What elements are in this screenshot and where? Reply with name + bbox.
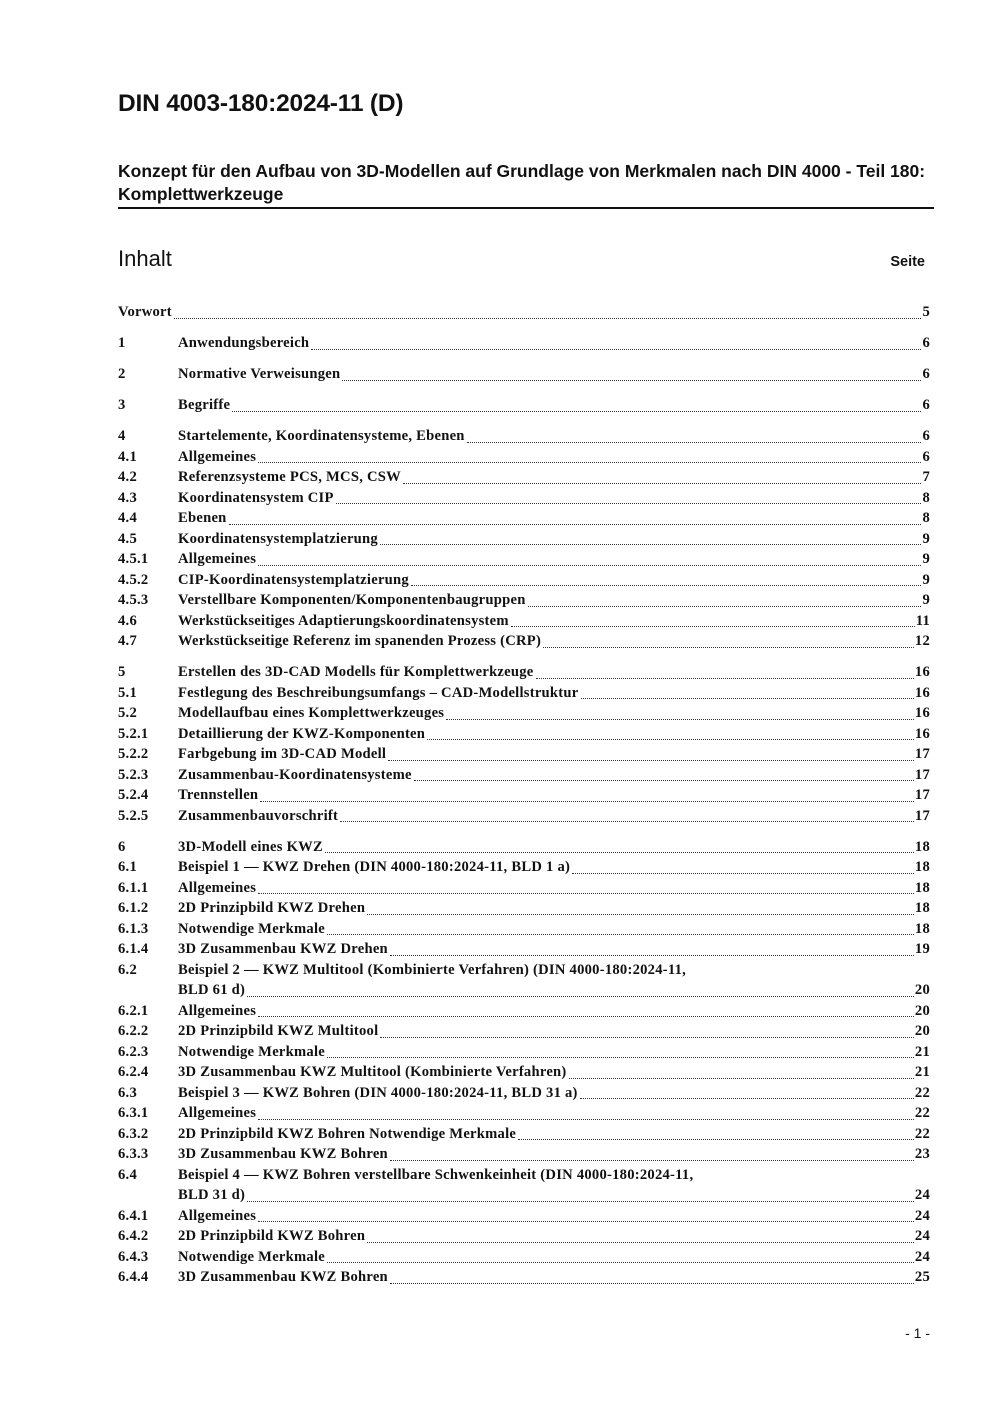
toc-entry-title: BLD 61 d) [178,982,246,998]
toc-entry-page: 5 [922,304,930,320]
dot-leader [403,483,921,484]
dot-leader [258,1119,914,1120]
toc-entry-page: 9 [922,530,930,547]
toc-entry[interactable] [118,1001,930,1022]
toc-entry-number: 6.2.4 [118,1064,149,1080]
toc-entry-page: 23 [914,1146,930,1162]
dot-leader [258,1016,914,1017]
toc-entry-page: 6 [922,366,930,382]
toc-entry-page: 18 [914,879,930,896]
toc-entry[interactable] [118,1083,930,1104]
toc-entry[interactable] [118,662,930,683]
dot-leader [388,760,914,761]
toc-entry-page: 9 [922,592,930,608]
toc-entry-page: 24 [914,1248,930,1265]
toc-entry[interactable] [118,765,930,786]
toc-entry[interactable] [118,302,930,323]
toc-entry[interactable] [118,364,930,385]
toc-group [118,395,930,416]
toc-entry-page: 11 [915,612,930,629]
dot-leader [390,1160,914,1161]
toc-entry-number: 6.3.3 [118,1146,149,1162]
toc-entry-number: 6 [118,838,126,855]
toc-heading: Inhalt [118,246,172,271]
toc-entry-title: Zusammenbauvorschrift [178,807,339,824]
toc-entry-number: 4.3 [118,489,137,506]
toc-entry-title: 2D Prinzipbild KWZ Multitool [178,1023,379,1039]
dot-leader [427,739,914,740]
toc-entry-page: 19 [914,941,930,957]
dot-leader [311,349,921,350]
toc-entry[interactable] [118,508,930,529]
toc-entry-page: 12 [914,633,930,649]
toc-entry[interactable] [118,447,930,468]
dot-leader [367,914,914,915]
toc-entry-page: 20 [914,1002,930,1019]
dot-leader [414,780,914,781]
toc-entry-page: 20 [914,1023,930,1039]
toc-entry-number: 6.4.4 [118,1269,149,1285]
toc-entry-title: Anwendungsbereich [178,335,310,351]
toc-entry-title: Notwendige Merkmale [178,1043,326,1060]
toc-entry-page: 24 [914,1228,930,1244]
toc-entry-title: Allgemeines [178,448,257,465]
dot-leader [511,626,915,627]
dot-leader [518,1139,914,1140]
toc-entry-number: 6.4.2 [118,1228,149,1244]
toc-entry-title: Zusammenbau-Koordinatensysteme [178,766,412,783]
toc-entry-title: 3D Zusammenbau KWZ Multitool (Kombinierte Verfahren) [178,1064,567,1080]
toc-entry[interactable] [118,785,930,806]
dot-leader [327,1262,914,1263]
dot-leader [229,524,921,525]
toc-entry-page: 18 [914,859,930,875]
toc-entry-page: 17 [914,787,930,803]
toc-entry-page: 25 [914,1269,930,1285]
toc-entry-page: 18 [914,838,930,855]
toc-entry[interactable] [118,529,930,550]
toc-entry[interactable] [118,960,930,1001]
toc-entry-title: Modellaufbau eines Komplettwerkzeuges [178,705,445,721]
toc-entry[interactable] [118,806,930,827]
dot-leader [569,1078,914,1079]
toc-entry-page: 18 [914,920,930,937]
toc-entry-title: 3D-Modell eines KWZ [178,838,324,855]
dot-leader [390,955,914,956]
toc-entry-title: Festlegung des Beschreibungsumfangs – CAD-Modellstruktur [178,684,579,701]
toc-entry-page: 6 [922,397,930,413]
toc-entry[interactable] [118,395,930,416]
toc-entry-title: Normative Verweisungen [178,366,341,382]
toc-entry[interactable] [118,724,930,745]
dot-leader [258,565,921,566]
toc-entry-number: 5.2.2 [118,746,149,762]
dot-leader [247,1201,914,1202]
toc-entry-title: Koordinatensystemplatzierung [178,530,378,547]
toc-entry-page: 22 [914,1084,930,1101]
toc-entry-page: 18 [914,900,930,916]
document-subtitle: Konzept für den Aufbau von 3D-Modellen auf Grundlage von Merkmalen nach DIN 4000 - Teil 180: Komplettwerkzeuge [118,160,934,209]
toc-entry-number: 6.1.1 [118,879,149,896]
toc-entry-number: 4.5.1 [118,551,149,567]
toc-entry[interactable] [118,939,930,960]
toc-entry-title: Werkstückseitiges Adaptierungskoordinatensystem [178,612,509,629]
toc-entry-title: Beispiel 3 — KWZ Bohren (DIN 4000-180:2024-11, BLD 31 a) [178,1084,578,1101]
toc-entry[interactable] [118,590,930,611]
toc-entry-page: 16 [914,684,930,701]
toc-entry-title: Startelemente, Koordinatensysteme, Ebenen [178,428,465,444]
toc-entry[interactable] [118,1144,930,1165]
dot-leader [327,1057,914,1058]
toc-entry-number: 4.5.3 [118,592,149,608]
dot-leader [528,606,921,607]
toc-entry-page: 6 [922,428,930,444]
toc-entry-page: 8 [922,510,930,526]
dot-leader [580,1098,914,1099]
toc-entry-page: 8 [922,489,930,506]
toc-entry-title: Koordinatensystem CIP [178,489,334,506]
dot-leader [367,1242,914,1243]
toc-entry[interactable] [118,467,930,488]
toc-entry-title: Allgemeines [178,1105,257,1121]
document-id-title: DIN 4003-180:2024-11 (D) [118,90,404,117]
dot-leader [581,698,914,699]
page-number-footer: - 1 - [905,1325,930,1341]
toc-entry[interactable] [118,1226,930,1247]
dot-leader [232,411,921,412]
toc-group [118,364,930,385]
toc-entry-title: CIP-Koordinatensystemplatzierung [178,571,409,588]
toc-entry-title: Beispiel 1 — KWZ Drehen (DIN 4000-180:2024-11, BLD 1 a) [178,859,571,875]
dot-leader [467,442,921,443]
toc-entry-number: 6.2.3 [118,1043,149,1060]
toc-entry-title: Notwendige Merkmale [178,920,326,937]
toc-entry-page: 22 [914,1105,930,1121]
toc-entry-title: Beispiel 2 — KWZ Multitool (Kombinierte Verfahren) (DIN 4000-180:2024-11, [178,961,687,978]
toc-entry-title: Begriffe [178,397,231,413]
toc-entry[interactable] [118,1165,930,1206]
dot-leader [327,934,914,935]
toc-entry-number: 4.2 [118,469,137,485]
toc-entry-number: 6.3.1 [118,1105,149,1121]
dot-leader [258,1221,914,1222]
toc-entry[interactable] [118,1267,930,1288]
toc-entry-title: Vorwort [118,304,172,320]
toc-entry-page: 7 [922,469,930,485]
toc-entry[interactable] [118,837,930,858]
toc-entry[interactable] [118,703,930,724]
toc-entry[interactable] [118,1021,930,1042]
toc-entry-number: 5.2.1 [118,725,149,742]
dot-leader [258,893,914,894]
toc-entry-title: Referenzsysteme PCS, MCS, CSW [178,469,402,485]
toc-entry-number: 5.2.4 [118,787,149,803]
toc-entry-number: 5.2.5 [118,807,149,824]
dot-leader [260,801,914,802]
toc-entry-title: Beispiel 4 — KWZ Bohren verstellbare Schwenkeinheit (DIN 4000-180:2024-11, [178,1166,694,1183]
toc-entry-number: 4.7 [118,633,137,649]
dot-leader [380,544,921,545]
toc-entry-page: 9 [922,551,930,567]
toc-entry-title: Allgemeines [178,1207,257,1224]
toc-entry-number: 4 [118,428,126,444]
dot-leader [390,1283,914,1284]
toc-entry[interactable] [118,631,930,652]
toc-entry-number: 3 [118,397,126,413]
toc-entry-number: 6.1.3 [118,920,149,937]
toc-entry-title: BLD 31 d) [178,1187,246,1203]
page-column-label: Seite [890,254,925,270]
toc-entry-number: 6.2.2 [118,1023,149,1039]
toc-entry-page: 21 [914,1064,930,1080]
toc-entry-title: Allgemeines [178,879,257,896]
dot-leader [446,719,914,720]
table-of-contents [118,302,930,1298]
toc-entry-number: 1 [118,335,126,351]
toc-entry-number: 6.4 [118,1166,137,1183]
toc-entry-page: 16 [914,664,930,680]
toc-entry[interactable] [118,549,930,570]
toc-entry[interactable] [118,1206,930,1227]
toc-entry-page: 21 [914,1043,930,1060]
toc-entry-number: 6.1.2 [118,900,149,916]
toc-entry-page: 6 [922,335,930,351]
toc-entry-title: Werkstückseitige Referenz im spanenden Prozess (CRP) [178,633,542,649]
toc-entry-number: 5.1 [118,684,137,701]
dot-leader [336,503,921,504]
toc-entry-title: 3D Zusammenbau KWZ Bohren [178,1269,388,1285]
dot-leader [572,873,914,874]
dot-leader [258,462,921,463]
toc-entry-number: 6.1 [118,859,137,875]
toc-entry[interactable] [118,611,930,632]
toc-group [118,333,930,354]
toc-entry-number: 5 [118,664,126,680]
dot-leader [536,678,914,679]
toc-entry-number: 6.3.2 [118,1125,149,1142]
toc-entry-number: 6.2 [118,961,137,978]
toc-group [118,837,930,1288]
toc-entry[interactable] [118,744,930,765]
toc-entry[interactable] [118,878,930,899]
dot-leader [380,1037,914,1038]
toc-entry[interactable] [118,1124,930,1145]
toc-entry[interactable] [118,857,930,878]
toc-entry-number: 5.2.3 [118,766,149,783]
toc-entry-title: 3D Zusammenbau KWZ Drehen [178,941,388,957]
toc-entry[interactable] [118,683,930,704]
toc-entry-number: 6.4.3 [118,1248,149,1265]
toc-entry-title: 3D Zusammenbau KWZ Bohren [178,1146,388,1162]
dot-leader [342,380,921,381]
toc-entry-title: Erstellen des 3D-CAD Modells für Komplettwerkzeuge [178,664,534,680]
dot-leader [543,647,914,648]
toc-entry-title: Allgemeines [178,1002,257,1019]
toc-entry-number: 6.1.4 [118,941,149,957]
toc-entry-page: 24 [914,1187,930,1203]
toc-entry[interactable] [118,1247,930,1268]
toc-entry[interactable] [118,426,930,447]
toc-entry-number: 4.4 [118,510,137,526]
toc-entry-number: 2 [118,366,126,382]
toc-entry-page: 16 [914,725,930,742]
toc-entry-page: 17 [914,746,930,762]
toc-entry-title: Verstellbare Komponenten/Komponentenbaugruppen [178,592,526,608]
toc-entry[interactable] [118,919,930,940]
dot-leader [325,852,914,853]
toc-entry-page: 22 [914,1125,930,1142]
toc-entry-page: 24 [914,1207,930,1224]
toc-entry[interactable] [118,1062,930,1083]
toc-entry-number: 4.6 [118,612,137,629]
toc-entry-number: 4.1 [118,448,137,465]
toc-entry-number: 6.3 [118,1084,137,1101]
toc-entry-number: 6.2.1 [118,1002,149,1019]
toc-group [118,302,930,323]
toc-entry-title: Farbgebung im 3D-CAD Modell [178,746,387,762]
dot-leader [247,996,914,997]
toc-entry-title: Allgemeines [178,551,257,567]
toc-entry[interactable] [118,488,930,509]
toc-entry-title: 2D Prinzipbild KWZ Drehen [178,900,366,916]
toc-entry-title: 2D Prinzipbild KWZ Bohren [178,1228,366,1244]
toc-entry-number: 5.2 [118,705,137,721]
toc-entry-page: 6 [922,448,930,465]
toc-entry-title: Detaillierung der KWZ-Komponenten [178,725,426,742]
toc-entry-number: 4.5.2 [118,571,149,588]
toc-entry[interactable] [118,1042,930,1063]
toc-entry-page: 17 [914,766,930,783]
toc-entry-title: Trennstellen [178,787,259,803]
toc-entry[interactable] [118,333,930,354]
toc-entry[interactable] [118,570,930,591]
dot-leader [174,318,921,319]
toc-entry-number: 6.4.1 [118,1207,149,1224]
toc-entry[interactable] [118,1103,930,1124]
toc-entry-title: Notwendige Merkmale [178,1248,326,1265]
toc-entry-page: 20 [914,982,930,998]
toc-group [118,662,930,826]
toc-entry-number: 4.5 [118,530,137,547]
dot-leader [411,585,921,586]
toc-entry-title: Ebenen [178,510,227,526]
toc-entry-page: 16 [914,705,930,721]
toc-group [118,426,930,652]
dot-leader [340,821,914,822]
toc-entry[interactable] [118,898,930,919]
toc-entry-page: 17 [914,807,930,824]
toc-entry-page: 9 [922,571,930,588]
toc-entry-title: 2D Prinzipbild KWZ Bohren Notwendige Merkmale [178,1125,517,1142]
